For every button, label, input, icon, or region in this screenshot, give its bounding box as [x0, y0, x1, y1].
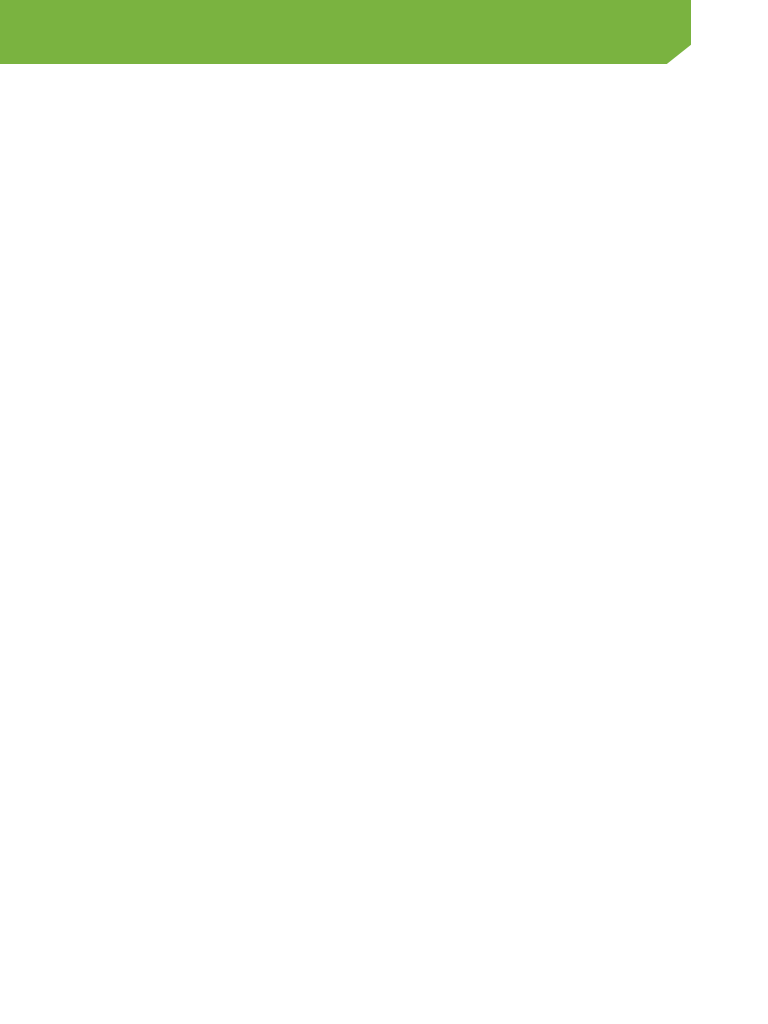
- header-banner: [0, 0, 691, 64]
